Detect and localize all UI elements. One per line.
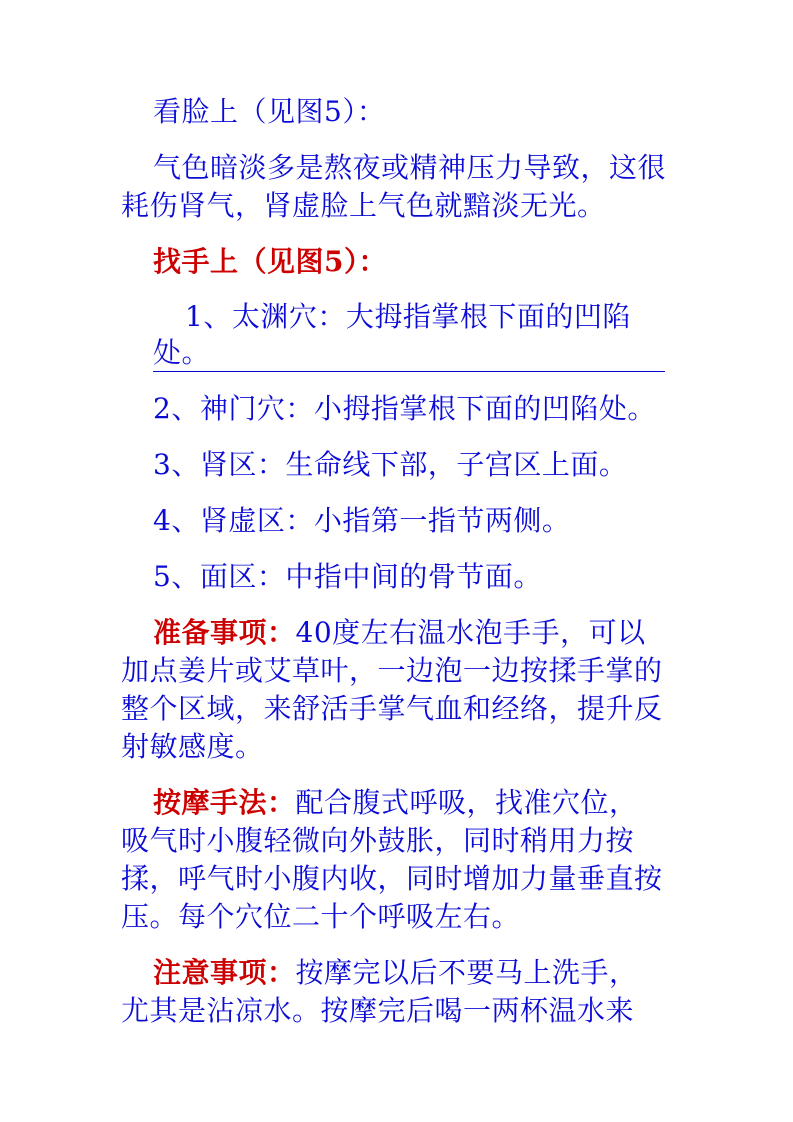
- point-item-3: 3、肾区：生命线下部，子宫区上面。: [153, 448, 628, 481]
- point-item-1: [121, 299, 666, 372]
- notice-label: 注意事项：: [153, 956, 296, 989]
- notice-paragraph: [121, 954, 666, 1030]
- notice-text: 按摩完以后不要马上洗手，尤其是沾凉水。按摩完后喝一两杯温水来: [121, 956, 638, 1027]
- document-page: [121, 93, 666, 1030]
- point-item-2: 2、神门穴：小拇指掌根下面的凹陷处。: [153, 392, 656, 425]
- point-item-4: 4、肾虚区：小指第一指节两侧。: [153, 504, 571, 537]
- massage-text: 配合腹式呼吸，找准穴位，吸气时小腹轻微向外鼓胀，同时稍用力按揉，呼气时小腹内收，同时增加力量垂直按压。每个穴位二十个呼吸左右。: [121, 786, 663, 933]
- massage-label: 按摩手法：: [153, 786, 296, 819]
- prep-text: 40度左右温水泡手手，可以加点姜片或艾草叶，一边泡一边按揉手掌的整个区域，来舒活手掌气血和经络，提升反射敏感度。: [121, 616, 663, 763]
- massage-paragraph: [121, 784, 666, 936]
- point-item-1-text: 1、太渊穴：大拇指掌根下面的凹陷处。: [153, 299, 665, 372]
- hand-heading: 找手上（见图5）：: [153, 245, 387, 278]
- point-item-5: 5、面区：中指中间的骨节面。: [153, 560, 542, 593]
- prep-paragraph: [121, 614, 666, 766]
- prep-label: 准备事项：: [153, 616, 296, 649]
- face-heading: 看脸上（见图5）：: [153, 95, 386, 128]
- face-paragraph: 气色暗淡多是熬夜或精神压力导致，这很耗伤肾气，肾虚脸上气色就黯淡无光。: [121, 151, 667, 222]
